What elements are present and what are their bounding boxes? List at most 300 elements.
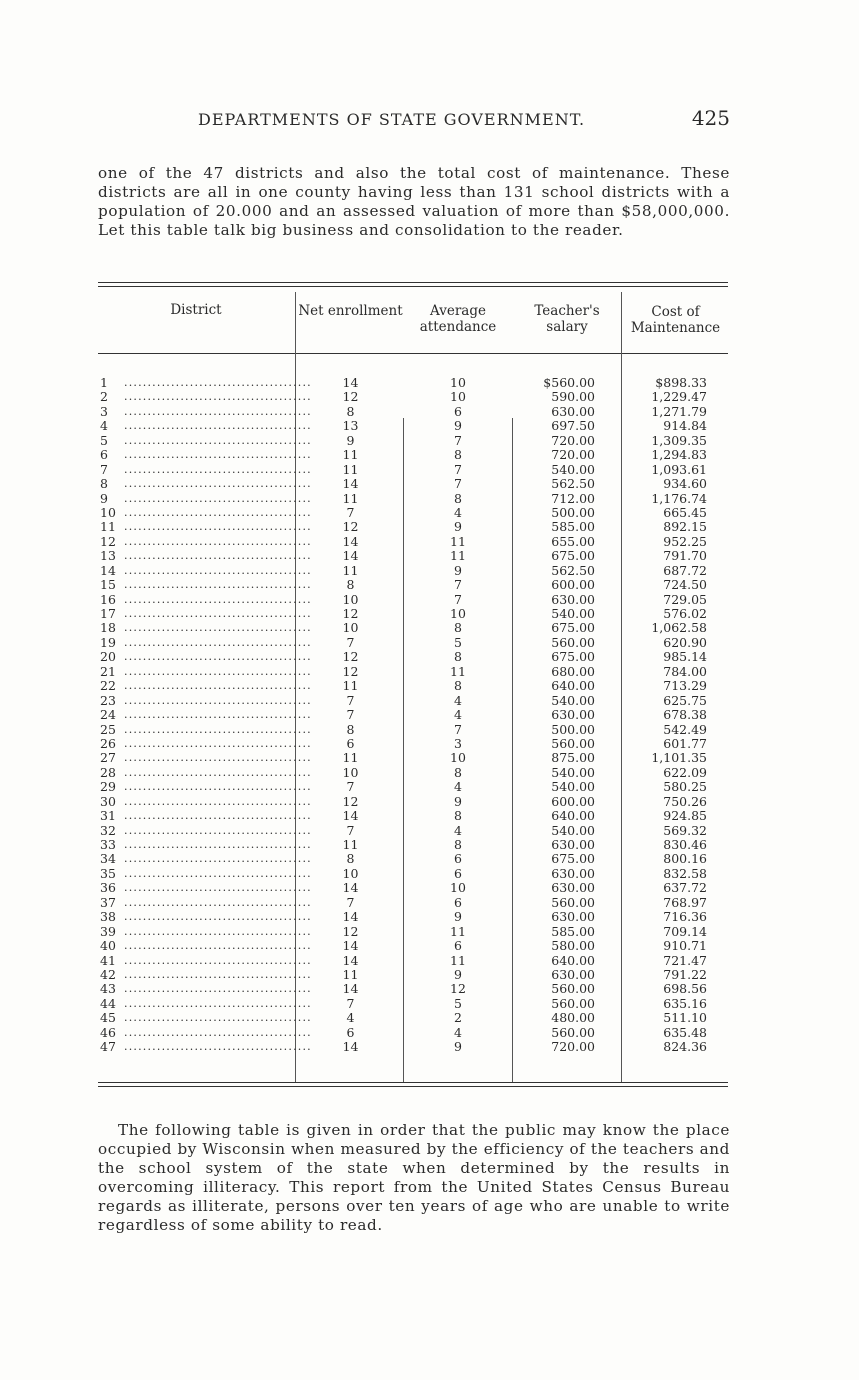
teacher-salary: 697.50 [551, 418, 595, 434]
table-row [98, 766, 728, 780]
net-enrollment: 14 [342, 938, 359, 954]
net-enrollment: 7 [346, 634, 355, 650]
net-enrollment: 4 [346, 1010, 355, 1026]
district-number: 17 [100, 606, 116, 621]
net-enrollment: 11 [342, 490, 359, 506]
table-row [98, 520, 728, 534]
net-enrollment: 14 [342, 880, 359, 896]
district-number: 3 [100, 403, 108, 419]
net-enrollment: 12 [342, 649, 359, 665]
average-attendance: 8 [454, 837, 462, 852]
average-attendance: 4 [454, 707, 462, 723]
teacher-salary: 675.00 [551, 620, 595, 636]
table-row [98, 809, 728, 823]
leader-dots: ........................................ [124, 693, 312, 707]
district-number: 36 [100, 880, 116, 896]
net-enrollment: 14 [342, 533, 359, 549]
district-number: 35 [100, 865, 116, 881]
teacher-salary: $560.00 [543, 375, 595, 390]
average-attendance: 5 [454, 995, 462, 1011]
cost-of-maintenance: 985.14 [663, 649, 707, 665]
cost-of-maintenance: 622.09 [663, 764, 707, 780]
table-body [98, 376, 728, 1055]
leader-dots: ........................................ [124, 1025, 312, 1039]
leader-dots: ........................................ [124, 967, 312, 981]
leader-dots: ........................................ [124, 549, 312, 563]
table-row [98, 824, 728, 838]
average-attendance: 7 [454, 476, 462, 492]
table-row [98, 477, 728, 491]
cost-of-maintenance: 601.77 [663, 735, 707, 751]
average-attendance: 10 [450, 750, 466, 766]
table-top-rule-inner [98, 286, 728, 287]
teacher-salary: 675.00 [551, 649, 595, 665]
district-number: 37 [100, 894, 116, 910]
table-row [98, 780, 728, 794]
cost-of-maintenance: 713.29 [663, 678, 707, 694]
net-enrollment: 9 [346, 432, 355, 448]
district-number: 11 [100, 519, 116, 535]
net-enrollment: 7 [346, 779, 355, 795]
cost-of-maintenance: 1,271.79 [651, 403, 707, 419]
table-row [98, 535, 728, 549]
leader-dots: ........................................ [124, 953, 312, 967]
table-row [98, 968, 728, 982]
average-attendance: 12 [450, 981, 466, 997]
leader-dots: ........................................ [124, 895, 312, 909]
net-enrollment: 8 [346, 851, 355, 867]
district-number: 34 [100, 851, 116, 867]
average-attendance: 8 [454, 447, 462, 463]
average-attendance: 10 [450, 606, 466, 621]
net-enrollment: 12 [342, 389, 359, 405]
leader-dots: ........................................ [124, 390, 312, 404]
average-attendance: 6 [454, 403, 462, 419]
cost-of-maintenance: 1,176.74 [651, 490, 707, 506]
average-attendance: 9 [454, 793, 462, 809]
leader-dots: ........................................ [124, 433, 312, 447]
net-enrollment: 12 [342, 663, 359, 679]
table-row [98, 723, 728, 737]
table-row [98, 593, 728, 607]
cost-of-maintenance: 637.72 [663, 880, 707, 896]
cost-of-maintenance: 635.16 [663, 995, 707, 1011]
average-attendance: 6 [454, 851, 462, 867]
net-enrollment: 11 [342, 750, 359, 766]
district-number: 31 [100, 808, 116, 824]
teacher-salary: 560.00 [551, 634, 595, 650]
leader-dots: ........................................ [124, 607, 312, 620]
leader-dots: ........................................ [124, 708, 312, 722]
leader-dots: ........................................ [124, 910, 312, 924]
average-attendance: 3 [454, 735, 462, 751]
cost-of-maintenance: 791.22 [663, 966, 707, 982]
table-row [98, 896, 728, 910]
teacher-salary: 562.50 [551, 476, 595, 492]
average-attendance: 9 [454, 418, 462, 434]
leader-dots: ........................................ [124, 491, 312, 505]
teacher-salary: 720.00 [551, 432, 595, 448]
average-attendance: 10 [450, 880, 466, 896]
column-header-cost: Cost of Maintenance [630, 304, 721, 336]
net-enrollment: 11 [342, 461, 359, 477]
teacher-salary: 540.00 [551, 779, 595, 795]
average-attendance: 9 [454, 1039, 462, 1055]
district-cost-table [98, 282, 728, 1090]
net-enrollment: 12 [342, 793, 359, 809]
district-number: 19 [100, 634, 116, 650]
district-number: 21 [100, 663, 116, 679]
cost-of-maintenance: 892.15 [663, 519, 707, 535]
teacher-salary: 630.00 [551, 591, 595, 607]
net-enrollment: 12 [342, 923, 359, 939]
teacher-salary: 600.00 [551, 793, 595, 809]
net-enrollment: 7 [346, 822, 355, 838]
teacher-salary: 630.00 [551, 966, 595, 982]
district-number: 28 [100, 764, 116, 780]
average-attendance: 6 [454, 865, 462, 881]
leader-dots: ........................................ [124, 722, 312, 736]
average-attendance: 8 [454, 678, 462, 694]
district-number: 16 [100, 591, 116, 607]
average-attendance: 6 [454, 894, 462, 910]
table-row [98, 390, 728, 404]
leader-dots: ........................................ [124, 982, 312, 996]
average-attendance: 11 [450, 663, 466, 679]
net-enrollment: 8 [346, 577, 355, 593]
cost-of-maintenance: 665.45 [663, 504, 707, 520]
teacher-salary: 630.00 [551, 909, 595, 925]
table-top-rule [98, 282, 728, 283]
average-attendance: 9 [454, 519, 462, 535]
teacher-salary: 540.00 [551, 692, 595, 708]
district-number: 45 [100, 1010, 116, 1026]
district-number: 10 [100, 504, 116, 520]
teacher-salary: 675.00 [551, 548, 595, 564]
average-attendance: 4 [454, 779, 462, 795]
net-enrollment: 11 [342, 966, 359, 982]
cost-of-maintenance: 1,093.61 [651, 461, 707, 477]
cost-of-maintenance: 542.49 [663, 721, 707, 737]
leader-dots: ........................................ [124, 939, 312, 953]
teacher-salary: 562.50 [551, 562, 595, 578]
leader-dots: ........................................ [124, 419, 312, 433]
table-row [98, 925, 728, 939]
table-row [98, 492, 728, 506]
leader-dots: ........................................ [124, 866, 312, 880]
leader-dots: ........................................ [124, 534, 312, 548]
teacher-salary: 500.00 [551, 504, 595, 520]
net-enrollment: 11 [342, 837, 359, 852]
district-number: 18 [100, 620, 116, 636]
header-rule [98, 353, 728, 354]
average-attendance: 9 [454, 562, 462, 578]
cost-of-maintenance: 721.47 [663, 952, 707, 968]
teacher-salary: 680.00 [551, 663, 595, 679]
table-row [98, 852, 728, 866]
average-attendance: 4 [454, 692, 462, 708]
leader-dots: ........................................ [124, 563, 312, 577]
leader-dots: ........................................ [124, 924, 312, 938]
leader-dots: ........................................ [124, 448, 312, 462]
teacher-salary: 640.00 [551, 952, 595, 968]
column-header-salary: Teacher's salary [534, 303, 600, 335]
leader-dots: ........................................ [124, 1040, 312, 1054]
cost-of-maintenance: 924.85 [663, 808, 707, 824]
net-enrollment: 7 [346, 995, 355, 1011]
teacher-salary: 540.00 [551, 461, 595, 477]
net-enrollment: 10 [342, 764, 359, 780]
teacher-salary: 560.00 [551, 735, 595, 751]
leader-dots: ........................................ [124, 838, 312, 851]
district-number: 42 [100, 966, 116, 982]
net-enrollment: 14 [342, 909, 359, 925]
net-enrollment: 13 [342, 418, 359, 434]
leader-dots: ........................................ [124, 635, 312, 649]
table-row [98, 665, 728, 679]
table-row [98, 982, 728, 996]
cost-of-maintenance: 1,309.35 [651, 432, 707, 448]
cost-of-maintenance: $898.33 [655, 375, 707, 390]
teacher-salary: 630.00 [551, 865, 595, 881]
teacher-salary: 600.00 [551, 577, 595, 593]
table-row [98, 376, 728, 390]
average-attendance: 9 [454, 909, 462, 925]
teacher-salary: 630.00 [551, 837, 595, 852]
net-enrollment: 14 [342, 1039, 359, 1055]
district-number: 27 [100, 750, 116, 766]
average-attendance: 4 [454, 1024, 462, 1040]
average-attendance: 10 [450, 375, 466, 390]
net-enrollment: 8 [346, 403, 355, 419]
table-row [98, 795, 728, 809]
district-number: 43 [100, 981, 116, 997]
teacher-salary: 560.00 [551, 1024, 595, 1040]
table-bottom-rule-inner [98, 1086, 728, 1087]
table-bottom-rule [98, 1082, 728, 1083]
district-number: 1 [100, 375, 108, 390]
cost-of-maintenance: 910.71 [663, 938, 707, 954]
cost-of-maintenance: 824.36 [663, 1039, 707, 1055]
cost-of-maintenance: 800.16 [663, 851, 707, 867]
teacher-salary: 540.00 [551, 764, 595, 780]
leader-dots: ........................................ [124, 809, 312, 823]
district-number: 24 [100, 707, 116, 723]
cost-of-maintenance: 729.05 [663, 591, 707, 607]
average-attendance: 7 [454, 461, 462, 477]
district-number: 15 [100, 577, 116, 593]
average-attendance: 8 [454, 649, 462, 665]
net-enrollment: 14 [342, 952, 359, 968]
cost-of-maintenance: 934.60 [663, 476, 707, 492]
net-enrollment: 14 [342, 808, 359, 824]
column-header-enrollment: Net enrollment [298, 303, 403, 319]
average-attendance: 11 [450, 548, 466, 564]
cost-of-maintenance: 698.56 [663, 981, 707, 997]
cost-of-maintenance: 1,101.35 [651, 750, 707, 766]
average-attendance: 8 [454, 620, 462, 636]
cost-of-maintenance: 620.90 [663, 634, 707, 650]
table-row [98, 564, 728, 578]
average-attendance: 7 [454, 591, 462, 607]
cost-of-maintenance: 750.26 [663, 793, 707, 809]
net-enrollment: 6 [346, 1024, 355, 1040]
leader-dots: ........................................ [124, 592, 312, 606]
cost-of-maintenance: 709.14 [663, 923, 707, 939]
table-row [98, 737, 728, 751]
table-row [98, 463, 728, 477]
cost-of-maintenance: 1,229.47 [651, 389, 707, 405]
leader-dots: ........................................ [124, 664, 312, 678]
column-header-attendance: Average attendance [419, 303, 497, 335]
cost-of-maintenance: 511.10 [663, 1010, 707, 1026]
average-attendance: 4 [454, 822, 462, 838]
district-number: 32 [100, 822, 116, 838]
district-number: 46 [100, 1024, 116, 1040]
net-enrollment: 7 [346, 894, 355, 910]
teacher-salary: 590.00 [551, 389, 595, 405]
average-attendance: 10 [450, 389, 466, 405]
net-enrollment: 12 [342, 519, 359, 535]
average-attendance: 2 [454, 1010, 462, 1026]
teacher-salary: 480.00 [551, 1010, 595, 1026]
leader-dots: ........................................ [124, 621, 312, 635]
cost-of-maintenance: 625.75 [663, 692, 707, 708]
net-enrollment: 10 [342, 620, 359, 636]
cost-of-maintenance: 832.58 [663, 865, 707, 881]
teacher-salary: 640.00 [551, 678, 595, 694]
leader-dots: ........................................ [124, 505, 312, 519]
table-row [98, 1040, 728, 1054]
cost-of-maintenance: 1,062.58 [651, 620, 707, 636]
teacher-salary: 630.00 [551, 880, 595, 896]
table-row [98, 867, 728, 881]
teacher-salary: 655.00 [551, 533, 595, 549]
table-row [98, 549, 728, 563]
teacher-salary: 540.00 [551, 822, 595, 838]
district-number: 39 [100, 923, 116, 939]
teacher-salary: 585.00 [551, 923, 595, 939]
net-enrollment: 7 [346, 504, 355, 520]
table-row [98, 954, 728, 968]
table-row [98, 607, 728, 621]
cost-of-maintenance: 784.00 [663, 663, 707, 679]
teacher-salary: 580.00 [551, 938, 595, 954]
average-attendance: 8 [454, 808, 462, 824]
cost-of-maintenance: 952.25 [663, 533, 707, 549]
leader-dots: ........................................ [124, 679, 312, 693]
table-row [98, 838, 728, 852]
teacher-salary: 640.00 [551, 808, 595, 824]
net-enrollment: 14 [342, 548, 359, 564]
leader-dots: ........................................ [124, 477, 312, 491]
net-enrollment: 11 [342, 562, 359, 578]
cost-of-maintenance: 576.02 [663, 606, 707, 621]
district-number: 9 [100, 490, 108, 506]
page-number: 425 [691, 106, 730, 130]
district-number: 6 [100, 447, 108, 463]
teacher-salary: 720.00 [551, 447, 595, 463]
table-row [98, 448, 728, 462]
leader-dots: ........................................ [124, 520, 312, 534]
average-attendance: 11 [450, 923, 466, 939]
leader-dots: ........................................ [124, 881, 312, 895]
net-enrollment: 8 [346, 721, 355, 737]
net-enrollment: 11 [342, 447, 359, 463]
average-attendance: 11 [450, 952, 466, 968]
leader-dots: ........................................ [124, 794, 312, 808]
teacher-salary: 560.00 [551, 894, 595, 910]
teacher-salary: 630.00 [551, 403, 595, 419]
net-enrollment: 10 [342, 591, 359, 607]
district-number: 22 [100, 678, 116, 694]
district-number: 44 [100, 995, 116, 1011]
district-number: 47 [100, 1039, 116, 1055]
average-attendance: 5 [454, 634, 462, 650]
average-attendance: 7 [454, 432, 462, 448]
district-number: 41 [100, 952, 116, 968]
net-enrollment: 14 [342, 981, 359, 997]
outro-paragraph: The following table is given in order that the public may know the place occupied by Wisconsin when measured by the efficiency of the teachers and the school system of the state when determined by the results in overcoming illiteracy. This report from the United States Census Bureau regards as illiterate, persons over ten years of age who are unable to write regardless of some ability to read. [98, 1121, 730, 1234]
district-number: 38 [100, 909, 116, 925]
district-number: 33 [100, 837, 116, 852]
teacher-salary: 712.00 [551, 490, 595, 506]
leader-dots: ........................................ [124, 650, 312, 664]
intro-paragraph: one of the 47 districts and also the total cost of maintenance. These districts are all in one county having less than 131 school districts with a population of 20.000 and an assessed valuation of more than $58,000,000. Let this table talk big business and consolidation to the reader. [98, 164, 730, 239]
average-attendance: 7 [454, 577, 462, 593]
teacher-salary: 875.00 [551, 750, 595, 766]
teacher-salary: 560.00 [551, 981, 595, 997]
net-enrollment: 10 [342, 865, 359, 881]
table-row [98, 1011, 728, 1025]
table-row [98, 910, 728, 924]
table-row [98, 650, 728, 664]
teacher-salary: 540.00 [551, 606, 595, 621]
table-row [98, 1026, 728, 1040]
table-row [98, 621, 728, 635]
cost-of-maintenance: 580.25 [663, 779, 707, 795]
table-row [98, 997, 728, 1011]
net-enrollment: 14 [342, 375, 359, 390]
district-number: 12 [100, 533, 116, 549]
cost-of-maintenance: 914.84 [663, 418, 707, 434]
average-attendance: 8 [454, 490, 462, 506]
teacher-salary: 560.00 [551, 995, 595, 1011]
leader-dots: ........................................ [124, 852, 312, 866]
leader-dots: ........................................ [124, 462, 312, 476]
district-number: 23 [100, 692, 116, 708]
cost-of-maintenance: 830.46 [663, 837, 707, 852]
cost-of-maintenance: 687.72 [663, 562, 707, 578]
average-attendance: 9 [454, 966, 462, 982]
table-row [98, 405, 728, 419]
district-number: 40 [100, 938, 116, 954]
table-row [98, 708, 728, 722]
leader-dots: ........................................ [124, 780, 312, 794]
cost-of-maintenance: 716.36 [663, 909, 707, 925]
average-attendance: 6 [454, 938, 462, 954]
cost-of-maintenance: 635.48 [663, 1024, 707, 1040]
average-attendance: 4 [454, 504, 462, 520]
net-enrollment: 6 [346, 735, 355, 751]
cost-of-maintenance: 678.38 [663, 707, 707, 723]
column-header-district: District [170, 302, 222, 318]
district-number: 25 [100, 721, 116, 737]
cost-of-maintenance: 791.70 [663, 548, 707, 564]
table-row [98, 419, 728, 433]
table-row [98, 578, 728, 592]
running-head: DEPARTMENTS OF STATE GOVERNMENT. [198, 110, 586, 129]
